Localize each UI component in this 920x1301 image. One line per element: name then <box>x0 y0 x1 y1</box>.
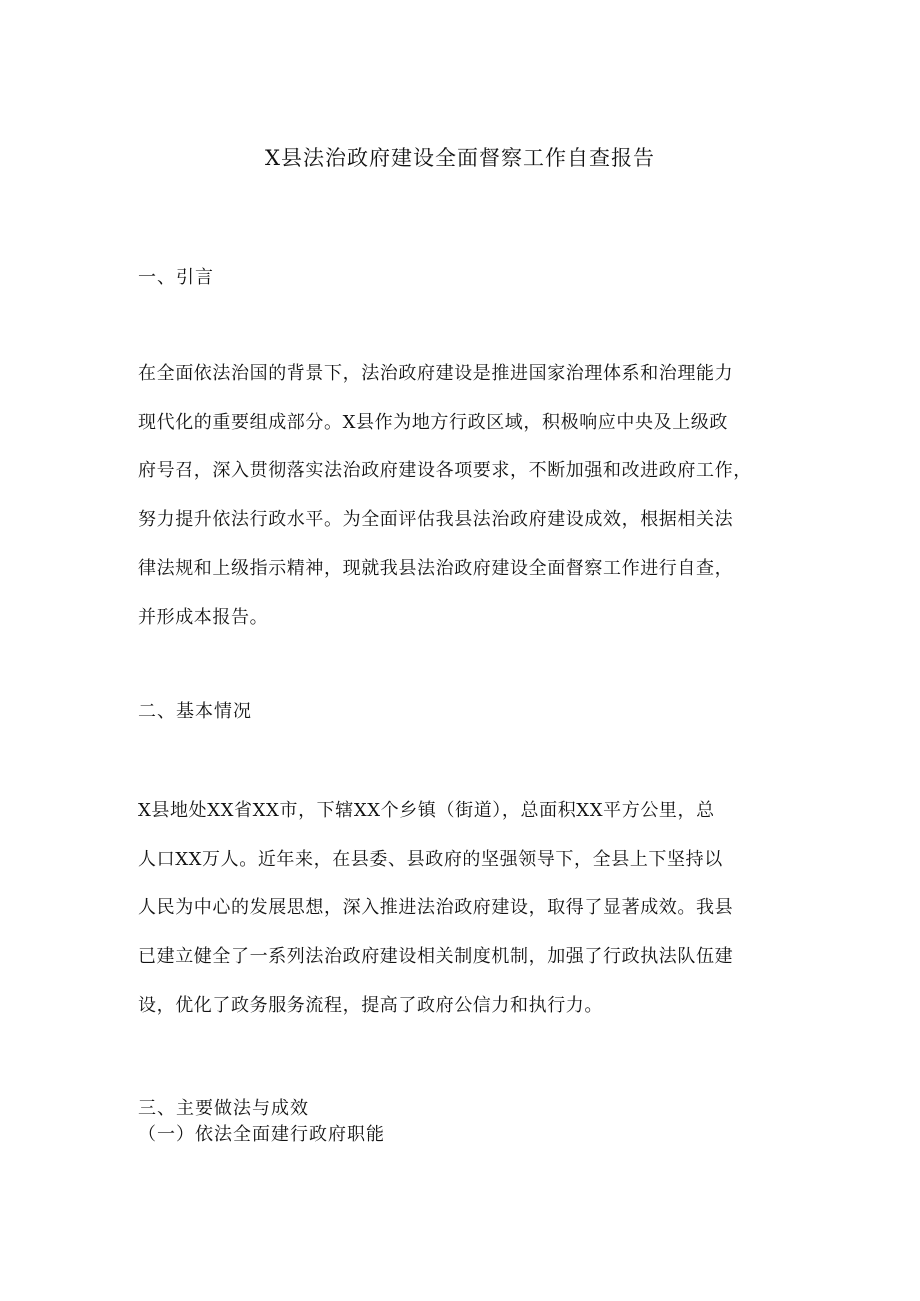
paragraph-line: X县地处XX省XX市，下辖XX个乡镇（街道），总面积XX平方公里，总 <box>138 800 715 821</box>
document-title: X县法治政府建设全面督察工作自查报告 <box>265 146 655 170</box>
paragraph-line: 现代化的重要组成部分。X县作为地方行政区域，积极响应中央及上级政 <box>138 411 729 433</box>
subsection-heading-government-functions: （一）依法全面建行政府职能 <box>138 1124 385 1145</box>
paragraph-line: 律法规和上级指示精神，现就我县法治政府建设全面督察工作进行自查， <box>138 557 734 579</box>
paragraph-line: 并形成本报告。 <box>138 606 269 628</box>
introduction-paragraph <box>138 350 784 642</box>
paragraph-line: 府号召，深入贯彻落实法治政府建设各项要求，不断加强和改进政府工作， <box>138 460 752 482</box>
section-heading-basic-situation: 二、基本情况 <box>138 701 252 722</box>
paragraph-line: 在全面依法治国的背景下，法治政府建设是推进国家治理体系和治理能力 <box>138 363 734 384</box>
section-heading-introduction: 一、引言 <box>138 267 214 288</box>
paragraph-line: 人民为中心的发展思想，深入推进法治政府建设，取得了显著成效。我县 <box>138 897 734 919</box>
paragraph-line: 设，优化了政务服务流程，提高了政府公信力和执行力。 <box>138 994 603 1016</box>
basic-situation-paragraph <box>138 787 784 1031</box>
paragraph-line: 人口XX万人。近年来，在县委、县政府的坚强领导下，全县上下坚持以 <box>138 848 723 870</box>
paragraph-line: 努力提升依法行政水平。为全面评估我县法治政府建设成效，根据相关法 <box>138 509 734 531</box>
section-heading-main-practices: 三、主要做法与成效 <box>138 1098 309 1119</box>
paragraph-line: 已建立健全了一系列法治政府建设相关制度机制，加强了行政执法队伍建 <box>138 946 734 968</box>
